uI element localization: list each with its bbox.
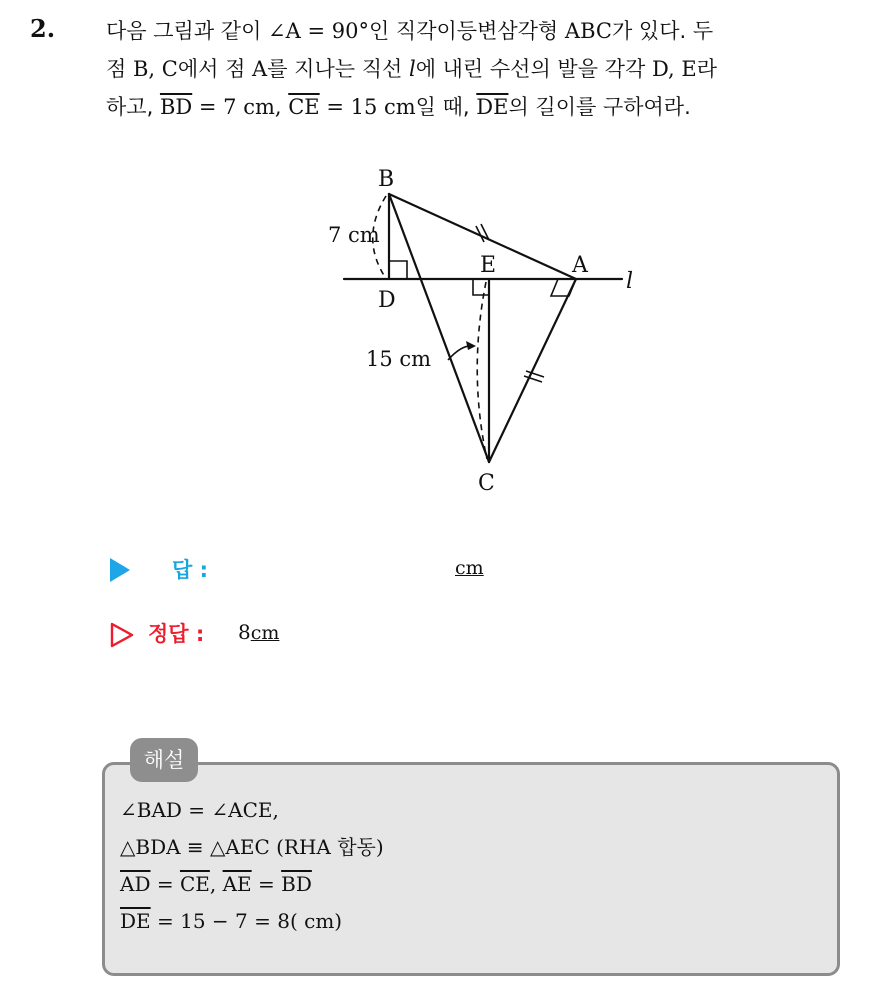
- label-a: A: [572, 253, 588, 278]
- answer-label: 답 :: [172, 558, 208, 582]
- q2-line-l: l: [408, 57, 416, 81]
- sol4-calc: = 15 − 7 = 8( cm): [150, 909, 343, 933]
- q1-angle: ∠A = 90°: [268, 19, 369, 43]
- question-line-2: [106, 50, 866, 88]
- q2-text-a: 점: [106, 57, 133, 81]
- sol4-de: $\overline{DE}$: [120, 909, 151, 933]
- right-angle-a: [551, 279, 576, 296]
- answer-row: [110, 552, 610, 588]
- play-icon: [110, 558, 130, 582]
- q2-text-e: 를 지나는 직선: [267, 57, 409, 81]
- question-number: 2.: [30, 14, 56, 43]
- solution-line-2: △BDA ≡ △AEC (RHA 합동): [120, 835, 384, 859]
- correct-answer-row: [110, 616, 610, 652]
- q2-text-c: 에서 점: [177, 57, 253, 81]
- question-line-1: [106, 12, 866, 50]
- q3-ce-value: = 15 cm: [319, 95, 416, 119]
- sol3-bd: $\overline{BD}$: [281, 872, 312, 896]
- correct-number: 8: [238, 620, 251, 644]
- q3-segment-ce: $\overline{CE}$: [288, 95, 320, 119]
- q1-text-e: 가 있다. 두: [611, 19, 714, 43]
- sol3-comma: ,: [209, 872, 223, 896]
- solution-line-1: ∠BAD = ∠ACE,: [120, 798, 279, 822]
- q2-point-a: A: [252, 57, 268, 81]
- q2-points-de: D, E: [651, 57, 697, 81]
- q1-text-c: 인 직각이등변삼각형: [368, 19, 565, 43]
- q3-bd-value: = 7 cm,: [192, 95, 289, 119]
- label-ce-length: 15 cm: [366, 347, 432, 371]
- label-l: l: [626, 269, 634, 294]
- segment-ca: [489, 279, 576, 462]
- q2-points-bc: B, C: [132, 57, 178, 81]
- solution-line-3: [120, 866, 384, 903]
- label-bd-length: 7 cm: [328, 223, 380, 247]
- correct-unit: cm: [250, 622, 280, 644]
- sol3-eq-1: =: [150, 872, 180, 896]
- question-line-3: [106, 88, 866, 126]
- right-angle-e: [473, 279, 489, 295]
- label-e: E: [480, 253, 497, 278]
- q2-text-g: 에 내린 수선의 발을 각각: [415, 57, 652, 81]
- label-c: C: [478, 471, 495, 496]
- label-d: D: [378, 288, 396, 313]
- segment-bc: [389, 194, 489, 462]
- triangle-figure: [300, 150, 660, 500]
- q3-text-a: 하고,: [106, 95, 160, 119]
- q3-segment-bd: $\overline{BD}$: [159, 95, 193, 119]
- outline-play-icon: [110, 622, 134, 648]
- sol3-ae: $\overline{AE}$: [222, 872, 252, 896]
- solution-line-4: [120, 903, 384, 940]
- right-angle-d: [389, 261, 407, 279]
- sol3-eq-2: =: [251, 872, 282, 896]
- q3-text-f: 일 때,: [415, 95, 477, 119]
- solution-tab: 해설: [130, 738, 198, 782]
- solution-lines: [120, 792, 384, 940]
- correct-value: [238, 620, 279, 644]
- q1-triangle: ABC: [564, 19, 612, 43]
- q3-segment-de: $\overline{DE}$: [476, 95, 509, 119]
- question-text: [106, 12, 866, 126]
- answer-unit: cm: [455, 557, 484, 579]
- q1-text-a: 다음 그림과 같이: [106, 19, 269, 43]
- q3-text-h: 의 길이를 구하여라.: [508, 95, 691, 119]
- label-b: B: [378, 167, 395, 192]
- correct-label: 정답 :: [148, 622, 205, 646]
- sol3-ce: $\overline{CE}$: [179, 872, 210, 896]
- q2-text-i: 라: [696, 57, 718, 81]
- label-arrow-head: [466, 341, 476, 350]
- sol3-ad: $\overline{AD}$: [120, 872, 151, 896]
